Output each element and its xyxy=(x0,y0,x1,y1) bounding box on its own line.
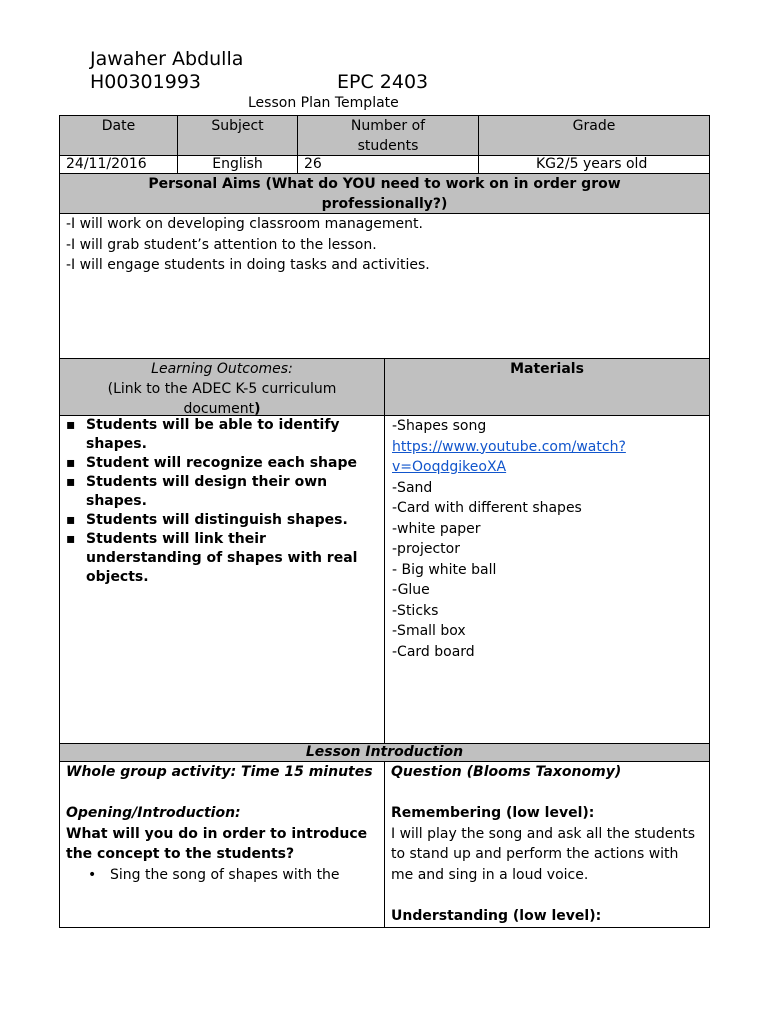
understanding-heading: Understanding (low level): xyxy=(391,907,602,924)
personal-aims-list xyxy=(66,214,696,276)
material-item: - Big white ball xyxy=(392,561,497,578)
outcome-item: ▪ Students will link their understanding of shapes with real objects. xyxy=(60,530,384,587)
student-id: H00301993 xyxy=(90,71,201,93)
material-link[interactable] xyxy=(392,437,704,458)
learning-outcomes-title: Learning Outcomes: xyxy=(151,361,293,377)
value-subject: English xyxy=(178,156,298,173)
opening-introduction: Opening/Introduction: xyxy=(66,805,241,821)
subtitle-paren: ) xyxy=(254,401,261,417)
materials-list xyxy=(392,416,704,662)
outcome-item: ▪ Students will distinguish shapes. xyxy=(60,511,384,530)
spacer xyxy=(391,783,705,804)
spacer xyxy=(391,885,705,906)
aim-item: -I will work on developing classroom management. xyxy=(66,216,423,232)
material-item: -projector xyxy=(392,541,460,557)
outcome-item: ▪ Student will recognize each shape xyxy=(60,454,384,473)
spacer xyxy=(60,783,384,804)
material-item: -white paper xyxy=(392,520,481,537)
remembering-heading: Remembering (low level): xyxy=(391,805,595,821)
info-table xyxy=(59,115,710,174)
material-link-cont[interactable] xyxy=(392,457,704,478)
template-title: Lesson Plan Template xyxy=(248,95,399,111)
learning-outcomes-header xyxy=(60,359,385,416)
student-name: Jawaher Abdulla xyxy=(90,48,244,70)
blooms-taxonomy-heading: Question (Blooms Taxonomy) xyxy=(391,764,622,780)
personal-aims-heading: Personal Aims (What do YOU need to work on in order grow professionally?) xyxy=(60,174,709,214)
value-grade: KG2/5 years old xyxy=(536,156,648,172)
material-item: -Small box xyxy=(392,623,466,639)
outcomes-materials-section xyxy=(59,358,710,744)
course-code: EPC 2403 xyxy=(337,71,429,93)
remembering-text: I will play the song and ask all the students to stand up and perform the actions with me and sing in a loud voice. xyxy=(391,825,696,883)
material-item: -Glue xyxy=(392,582,430,598)
value-number-of-students: 26 xyxy=(298,156,479,173)
header-date: Date xyxy=(60,116,178,156)
lesson-introduction-section xyxy=(59,743,710,928)
header-grade: Grade xyxy=(479,116,709,156)
material-item: -Shapes song xyxy=(392,418,487,434)
intro-right-column xyxy=(391,762,705,926)
value-date: 24/11/2016 xyxy=(60,156,178,173)
materials-header: Materials xyxy=(385,359,709,416)
header-subject: Subject xyxy=(178,116,298,156)
personal-aims-section xyxy=(59,173,710,359)
intro-question: What will you do in order to introduce the concept to the students? xyxy=(66,825,368,862)
whole-group-activity: Whole group activity: Time 15 minutes xyxy=(66,764,373,780)
subtitle-document: document xyxy=(183,401,255,417)
material-item: -Card board xyxy=(392,643,475,660)
outcome-item: ▪ Students will be able to identify shapes. xyxy=(60,416,384,454)
header-number-of-students: Number of students xyxy=(298,116,479,156)
youtube-link-line2[interactable]: v=OoqdgikeoXA xyxy=(392,459,507,475)
lesson-introduction-heading: Lesson Introduction xyxy=(60,744,709,762)
intro-left-column xyxy=(60,762,385,927)
intro-bullet-item: • Sing the song of shapes with the xyxy=(60,865,384,886)
material-item: -Sticks xyxy=(392,602,439,619)
intro-bullets xyxy=(60,865,384,886)
outcome-item: ▪ Students will design their own shapes. xyxy=(60,473,384,511)
aim-item: -I will grab student’s attention to the lesson. xyxy=(66,236,377,253)
material-item: -Sand xyxy=(392,479,433,496)
material-item: -Card with different shapes xyxy=(392,500,582,516)
learning-outcomes-list xyxy=(60,416,385,743)
outcomes-bullets xyxy=(60,416,384,587)
youtube-link-line1[interactable]: https://www.youtube.com/watch? xyxy=(392,438,626,455)
aim-item: -I will engage students in doing tasks and activities. xyxy=(66,257,430,273)
learning-outcomes-subtitle: (Link to the ADEC K-5 curriculum xyxy=(107,381,337,397)
